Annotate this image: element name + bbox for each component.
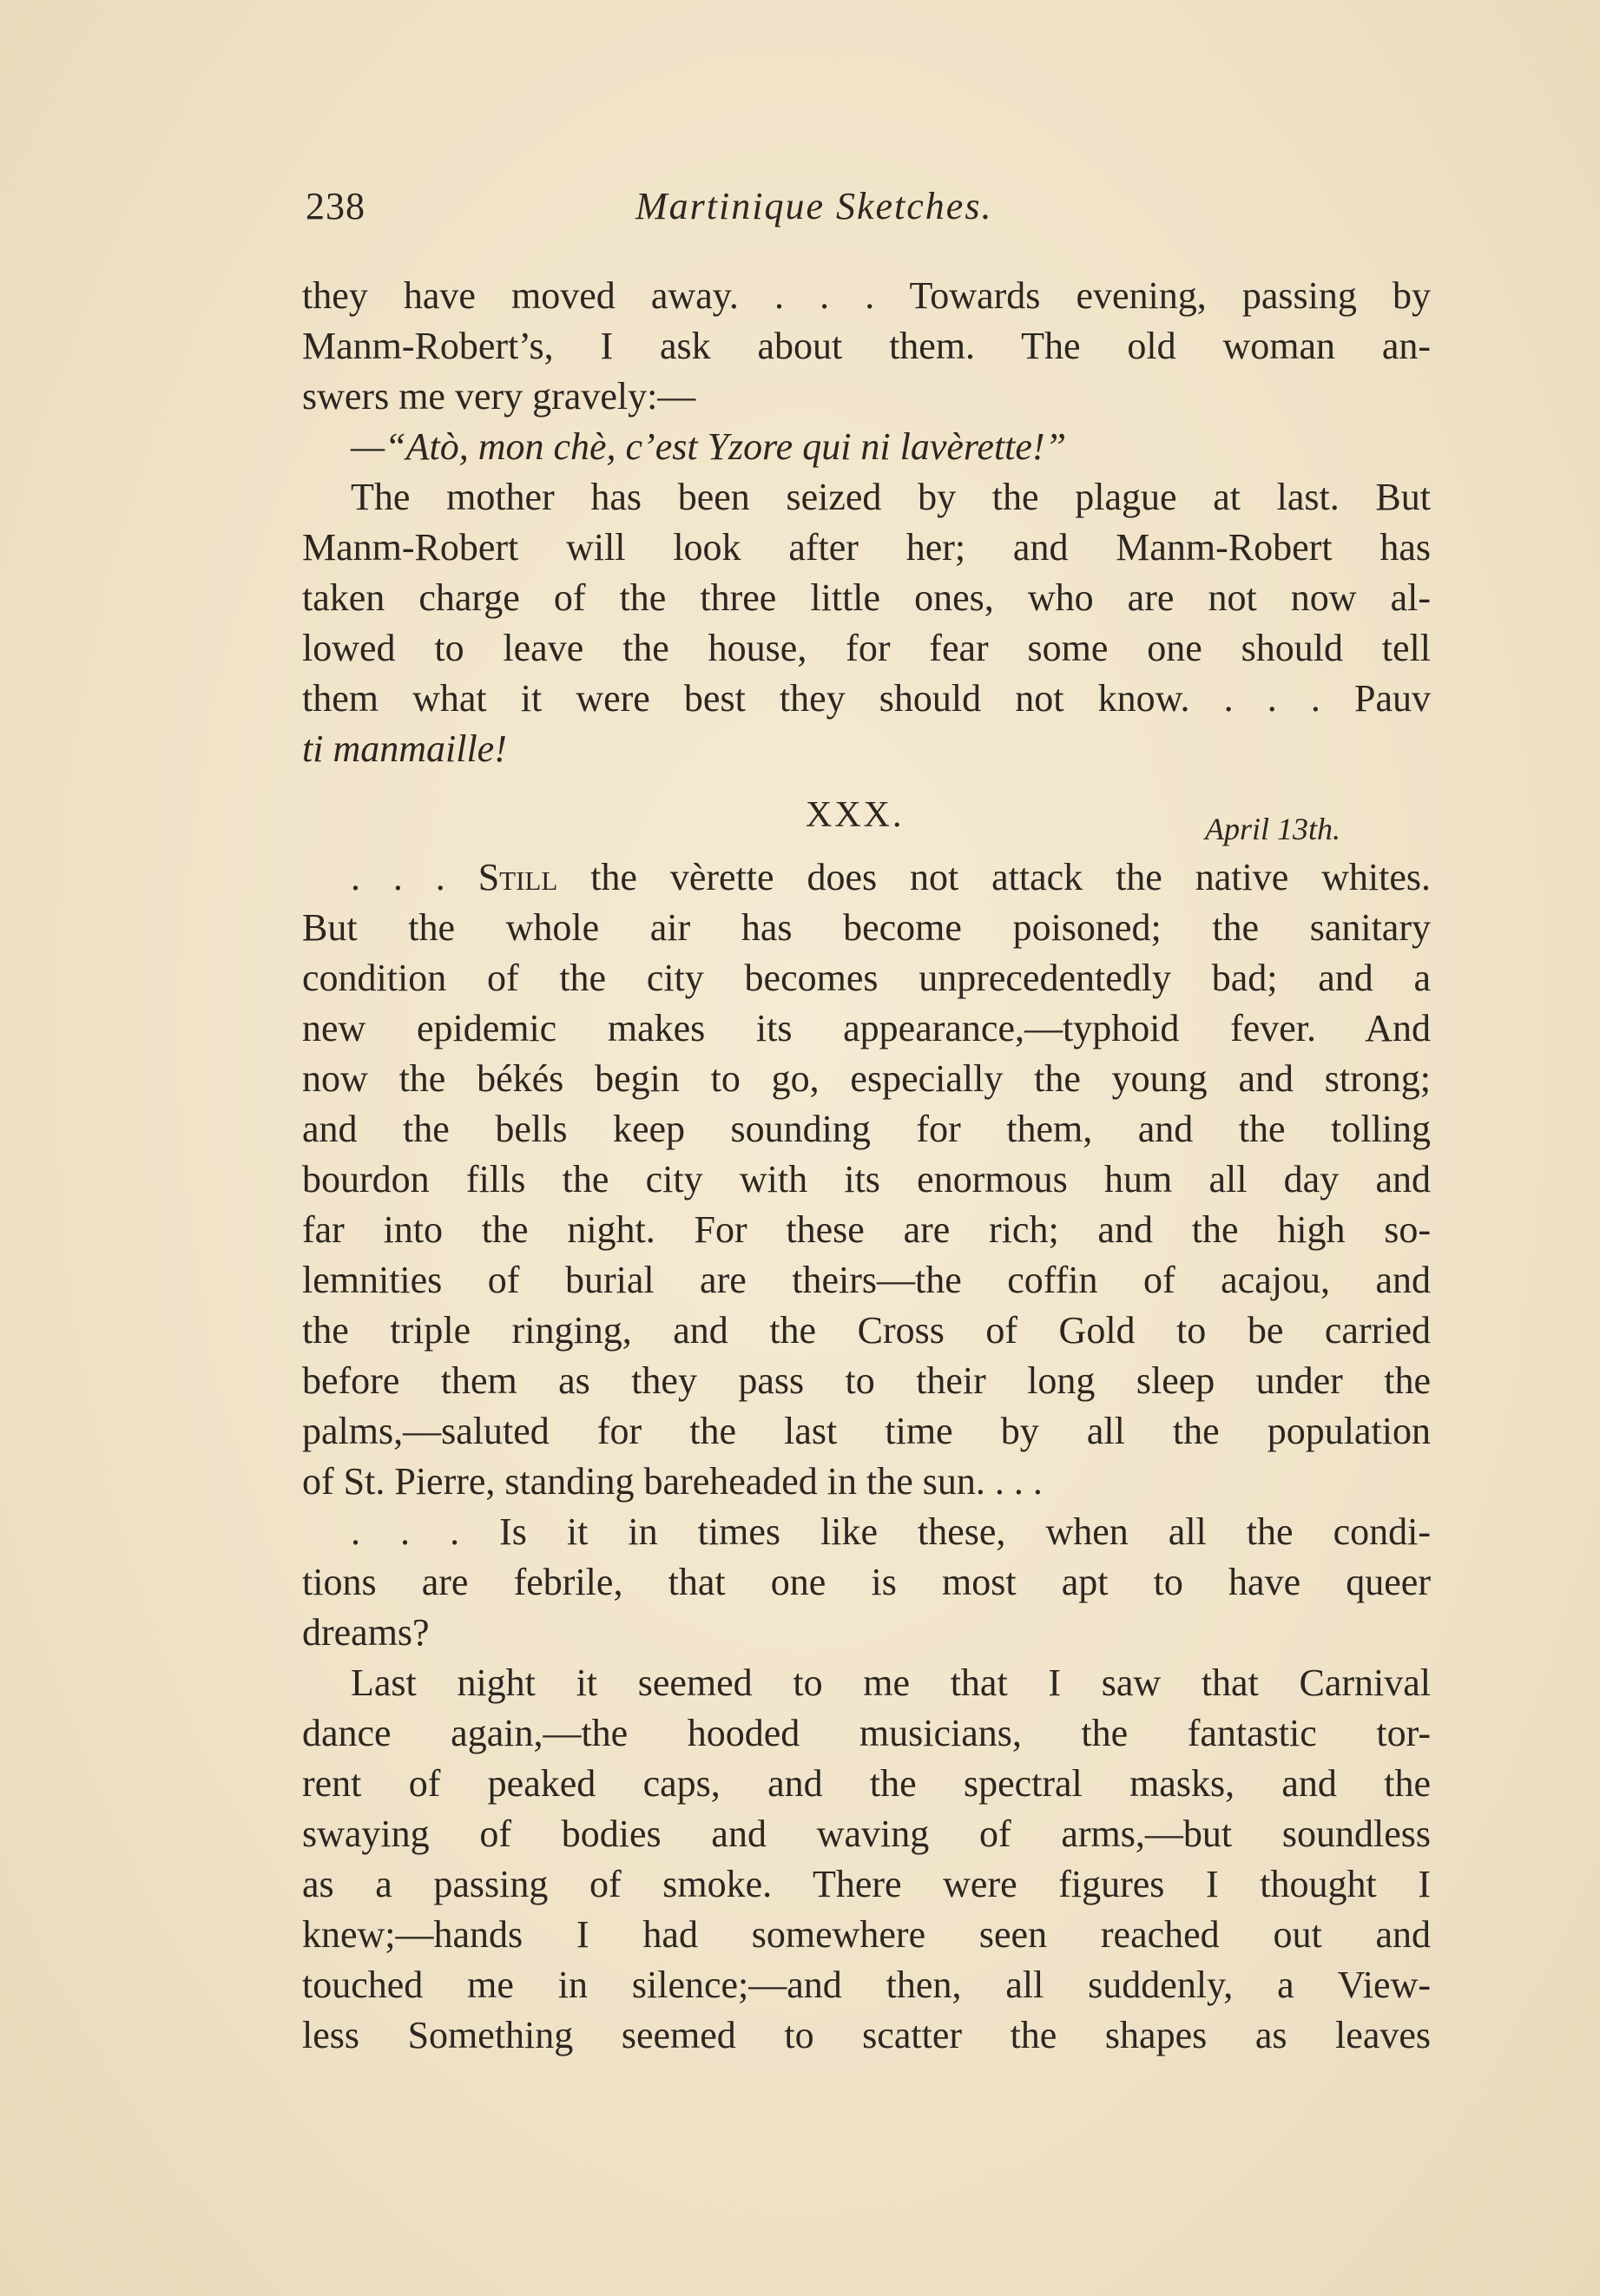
text-line: new epidemic makes its appearance,—typhoid fever. And — [302, 1007, 1431, 1049]
running-title: Martinique Sketches. — [635, 185, 993, 227]
text-line: less Something seemed to scatter the shapes as leaves — [302, 2014, 1431, 2056]
text-line: dance again,—the hooded musicians, the fantastic tor- — [302, 1712, 1431, 1754]
text-line: Last night it seemed to me that I saw that Carnival — [351, 1661, 1431, 1704]
text-line: swers me very gravely:— — [302, 375, 696, 418]
text-line: The mother has been seized by the plague at last. But — [351, 476, 1431, 518]
text-line: taken charge of the three little ones, who are not now al- — [302, 576, 1431, 619]
section-heading — [302, 774, 1431, 852]
text-line: lowed to leave the house, for fear some one should tell — [302, 627, 1431, 669]
text-line: as a passing of smoke. There were figures I thought I — [302, 1863, 1431, 1905]
text-line: . . . Is it in times like these, when all the condi- — [351, 1510, 1431, 1553]
text-line: them what it were best they should not know. . . . Pauv — [302, 677, 1431, 720]
text-line — [302, 852, 1431, 903]
section-date: April 13th. — [1205, 812, 1341, 846]
text-line: far into the night. For these are rich; and the high so- — [302, 1208, 1431, 1251]
text-line: rent of peaked caps, and the spectral masks, and the — [302, 1762, 1431, 1805]
text-line: dreams? — [302, 1611, 430, 1654]
text-line-rest: the vèrette does not attack the native whites. — [557, 856, 1432, 898]
text-line: bourdon fills the city with its enormous hum all day and — [302, 1158, 1431, 1201]
text-line: and the bells keep sounding for them, and the tolling — [302, 1108, 1431, 1150]
text-line: But the whole air has become poisoned; the sanitary — [302, 906, 1431, 949]
page-header — [306, 181, 1434, 233]
section-lead: . . . Still — [351, 856, 558, 898]
section-number: XXX. — [806, 795, 905, 835]
text-line: tions are febrile, that one is most apt to have queer — [302, 1561, 1431, 1603]
text-line: palms,—saluted for the last time by all the population — [302, 1410, 1431, 1452]
text-line: ti manmaille! — [302, 727, 507, 770]
text-line: before them as they pass to their long sleep under the — [302, 1359, 1431, 1402]
text-line: swaying of bodies and waving of arms,—but soundless — [302, 1812, 1431, 1855]
text-line: Manm-Robert will look after her; and Manm-Robert has — [302, 526, 1431, 569]
quote-line: —“Atò, mon chè, c’est Yzore qui ni lavèrette!” — [351, 425, 1067, 468]
text-line: they have moved away. . . . Towards evening, passing by — [302, 274, 1431, 317]
page-body — [302, 271, 1431, 2061]
text-line: knew;—hands I had somewhere seen reached out and — [302, 1913, 1431, 1956]
text-line: condition of the city becomes unprecedentedly bad; and a — [302, 957, 1431, 999]
text-line: lemnities of burial are theirs—the coffin of acajou, and — [302, 1259, 1431, 1301]
text-line: the triple ringing, and the Cross of Gold to be carried — [302, 1309, 1431, 1352]
text-line: of St. Pierre, standing bareheaded in the sun. . . . — [302, 1460, 1043, 1503]
text-line: Manm-Robert’s, I ask about them. The old woman an- — [302, 325, 1431, 367]
page-number: 238 — [306, 185, 365, 227]
text-line: touched me in silence;—and then, all suddenly, a View- — [302, 1964, 1431, 2006]
text-line: now the békés begin to go, especially the young and strong; — [302, 1057, 1431, 1100]
